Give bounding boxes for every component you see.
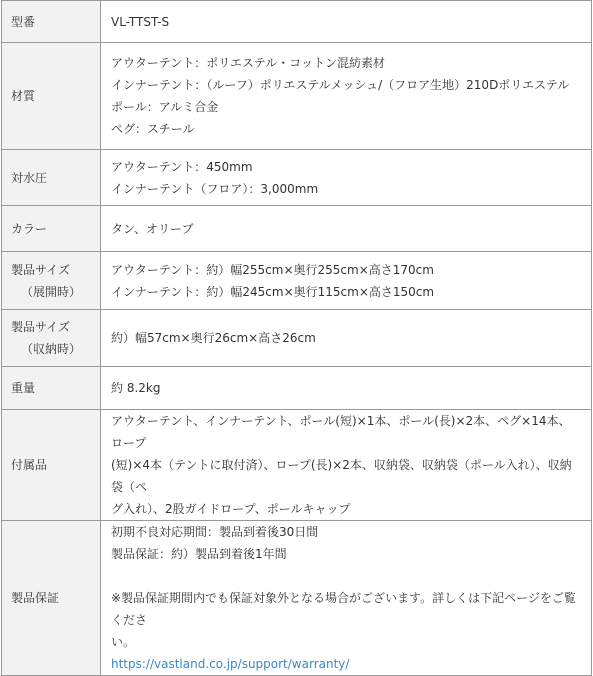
row-label: 付属品 xyxy=(2,410,101,521)
row-label: カラー xyxy=(2,206,101,252)
row-value: 約）幅57cm×奥行26cm×高さ26cm xyxy=(101,310,592,367)
row-label: 型番 xyxy=(2,1,101,43)
table-row xyxy=(2,252,592,310)
row-label: 製品保証 xyxy=(2,521,101,676)
row-label: 製品サイズ （展開時） xyxy=(2,252,101,310)
row-label: 製品サイズ （収納時） xyxy=(2,310,101,367)
table-row xyxy=(2,410,592,521)
row-value: VL-TTST-S xyxy=(101,1,592,43)
table-row xyxy=(2,150,592,206)
table-row xyxy=(2,43,592,150)
warranty-link[interactable]: https://vastland.co.jp/support/warranty/ xyxy=(111,657,350,671)
table-row xyxy=(2,1,592,43)
row-value: タン、オリーブ xyxy=(101,206,592,252)
row-value: 約 8.2kg xyxy=(101,367,592,410)
spec-table xyxy=(1,0,592,676)
table-row xyxy=(2,206,592,252)
row-label: 材質 xyxy=(2,43,101,150)
row-value: アウターテント：約）幅255cm×奥行255cm×高さ170cm インナーテント：約）幅245cm×奥行115cm×高さ150cm xyxy=(101,252,592,310)
row-value: アウターテント：450mm インナーテント（フロア）：3,000mm xyxy=(101,150,592,206)
row-value: 初期不良対応期間：製品到着後30日間 製品保証：約）製品到着後1年間 ※製品保証期間内でも保証対象外となる場合がございます。詳しくは下記ページをご覧くださ い。 https://vastland.co.jp/support/warranty/ xyxy=(101,521,592,676)
row-label: 対水圧 xyxy=(2,150,101,206)
table-row xyxy=(2,521,592,676)
row-value: アウターテント、インナーテント、ポール(短)×1本、ポール(長)×2本、ペグ×14本、ロープ (短)×4本（テントに取付済）、ロープ(長)×2本、収納袋、収納袋（ポール入れ）、収納袋（ペ グ入れ）、2股ガイドロープ、ポールキャップ xyxy=(101,410,592,521)
row-label: 重量 xyxy=(2,367,101,410)
row-value: アウターテント：ポリエステル・コットン混紡素材 インナーテント：（ルーフ）ポリエステルメッシュ/（フロア生地）210Dポリエステル ポール：アルミ合金 ペグ：スチール xyxy=(101,43,592,150)
table-row xyxy=(2,367,592,410)
table-row xyxy=(2,310,592,367)
